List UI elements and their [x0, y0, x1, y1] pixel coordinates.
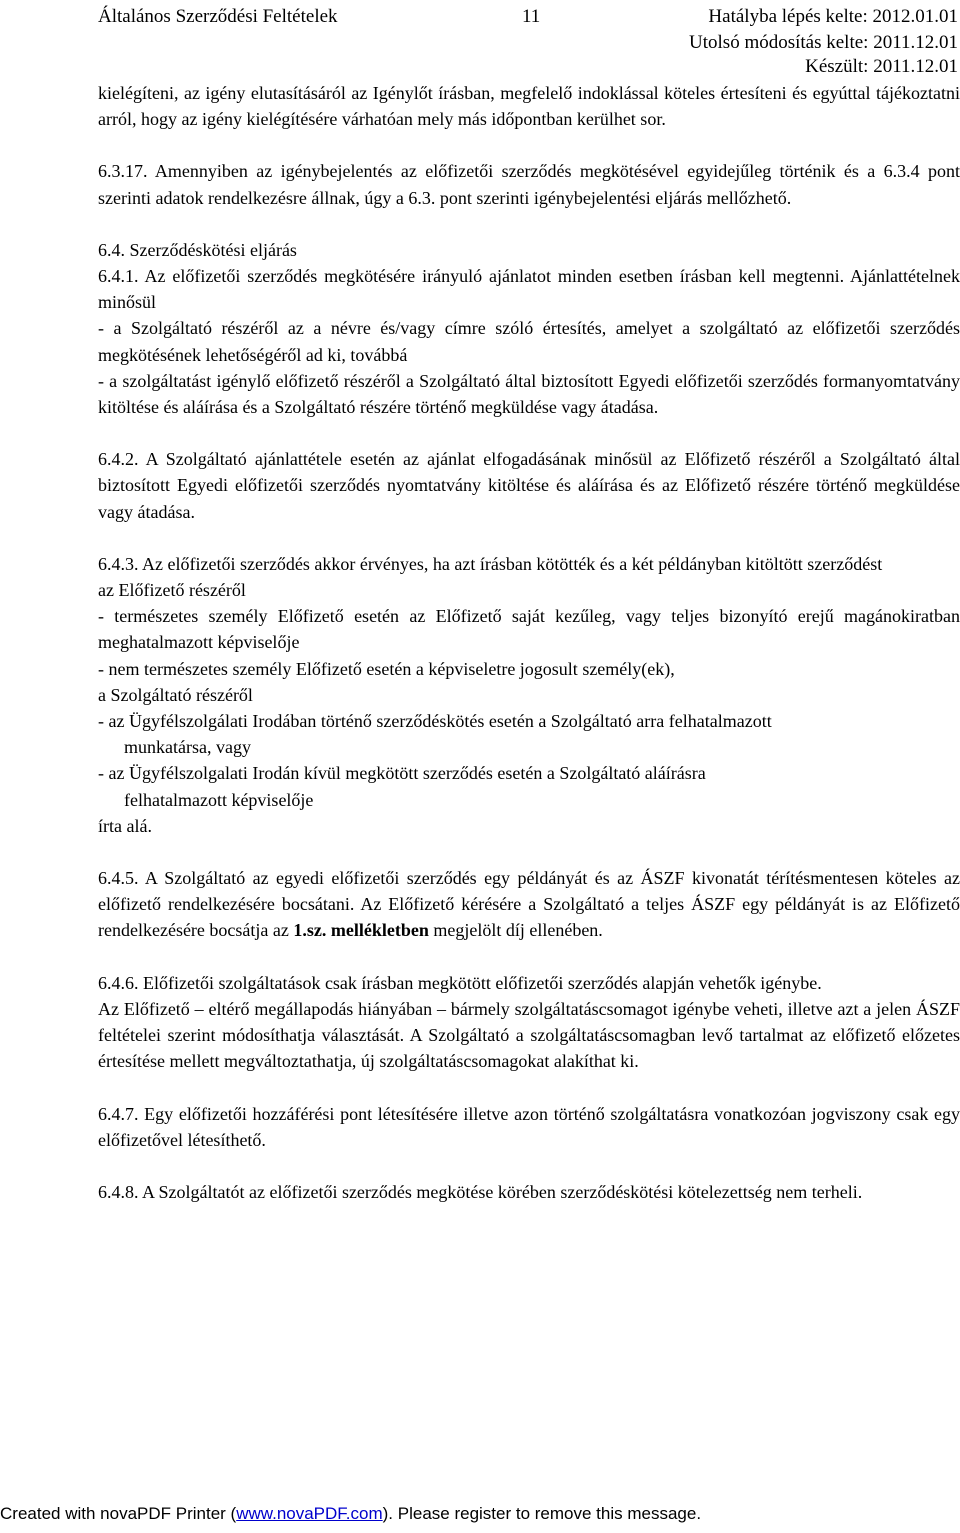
footer-link[interactable]: www.novaPDF.com [236, 1504, 383, 1523]
subheading: az Előfizető részéről [98, 580, 246, 601]
section-6-4-7: 6.4.7. Egy előfizetői hozzáférési pont létesítésére illetve azon történő szolgáltatásra vonatkozóan jogviszony csak egy előfizetővel létesíthető. [98, 1103, 960, 1150]
section-6-4-3: 6.4.3. Az előfizetői szerződés akkor érvényes, ha azt írásban kötötték és a két példányban kitöltött szerződést [98, 553, 883, 574]
header-title: Általános Szerződési Feltételek [98, 6, 338, 27]
footer-text-tail: ). Please register to remove this message. [382, 1504, 702, 1523]
section-6-4-6-continued: Az Előfizető – eltérő megállapodás hiányában – bármely szolgáltatáscsomagot igénybe veheti, illetve azt a jelen ÁSZF feltételei szerint módosíthatja választását. A Szolgáltató a szolgáltatáscsomagban levő tartalmat az előfizető előzetes értesítése mellett megváltoztathatja, új szolgáltatáscsomagokat alakíthat ki. [98, 998, 960, 1072]
section-6-4-5 [98, 865, 960, 944]
footer-watermark [0, 1502, 960, 1526]
list-item: - a Szolgáltató részéről az a névre és/vagy címre szóló értesítés, amelyet a szolgáltató az előfizetői szerződés megkötésének lehetőségéről ad ki, továbbá [98, 318, 960, 365]
list-item: - természetes személy Előfizető esetén az Előfizető saját kezűleg, vagy teljes bizonyító erejű magánokiratban meghatalmazott képviselője [98, 606, 960, 653]
subheading: a Szolgáltató részéről [98, 684, 253, 705]
footer-text: Created with novaPDF Printer ( [0, 1504, 237, 1523]
list-item: - a szolgáltatást igénylő előfizető részéről a Szolgáltató által biztosított Egyedi előfizetői szerződés formanyomtatvány kitöltése és aláírása és a Szolgáltató részére történő megküldése vagy átadása. [98, 370, 960, 418]
list-item: - az Ügyfélszolgalati Irodán kívül megkötött szerződés esetén a Szolgáltató aláírásra [98, 763, 706, 784]
section-6-3-17: 6.3.17. Amennyiben az igénybejelentés az előfizetői szerződés megkötésével egyidejűleg történik és a 6.3.4 pont szerinti adatok rendelkezésre állnak, úgy a 6.3. pont szerinti igénybejelentési eljárás mellőzhető. [98, 161, 960, 208]
section-6-4-6: 6.4.6. Előfizetői szolgáltatások csak írásban megkötött előfizetői szerződés alapján vehetők igénybe. [98, 972, 822, 993]
page-number: 11 [522, 6, 541, 27]
list-item-continuation: munkatársa, vagy [124, 737, 251, 758]
section-6-4-8: 6.4.8. A Szolgáltatót az előfizetői szerződés megkötése körében szerződéskötési kötelezettség nem terheli. [98, 1181, 863, 1202]
section-6-4-5-text: 6.4.5. A Szolgáltató az egyedi előfizetői szerződés egy példányát és az ÁSZF kivonatát térítésmentesen köteles az előfizető rendelkezésére bocsátani. Az Előfizető kérésére a Szolgáltató a teljes ÁSZF egy példányát is az Előfizető rendelkezésére bocsátja az [98, 868, 960, 941]
section-6-4-1: 6.4.1. Az előfizetői szerződés megkötésére irányuló ajánlatot minden esetben írásban kell megtenni. Ajánlattételnek minősül [98, 266, 960, 313]
list-item: - az Ügyfélszolgálati Irodában történő szerződéskötés esetén a Szolgáltató arra felhatalmazott [98, 711, 772, 732]
document-body [98, 80, 960, 1205]
created-date: Készült: 2011.12.01 [805, 56, 958, 77]
annex-reference: 1.sz. mellékletben [293, 920, 429, 941]
modified-date: Utolsó módosítás kelte: 2011.12.01 [689, 32, 958, 53]
paragraph-continuation: kielégíteni, az igény elutasításáról az Igénylőt írásban, megfelelő indoklással köteles értesíteni és egyúttal tájékoztatni arról, hogy az igény kielégítésére várhatóan mely más időpontban kerülhet sor. [98, 83, 960, 130]
section-6-4-5-tail: megjelölt díj ellenében. [428, 920, 603, 941]
closing-line: írta alá. [98, 815, 152, 836]
section-6-4-2: 6.4.2. A Szolgáltató ajánlattétele esetén az ajánlat elfogadásának minősül az Előfizető részéről a Szolgáltató által biztosított Egyedi előfizetői szerződés nyomtatvány kitöltése és aláírása és az Előfizető részére történő megküldése vagy átadása. [98, 449, 960, 522]
effective-date: Hatályba lépés kelte: 2012.01.01 [708, 6, 958, 27]
list-item: - nem természetes személy Előfizető esetén a képviseletre jogosult személy(ek), [98, 658, 675, 679]
section-heading-6-4: 6.4. Szerződéskötési eljárás [98, 239, 297, 260]
list-item-continuation: felhatalmazott képviselője [124, 789, 314, 810]
